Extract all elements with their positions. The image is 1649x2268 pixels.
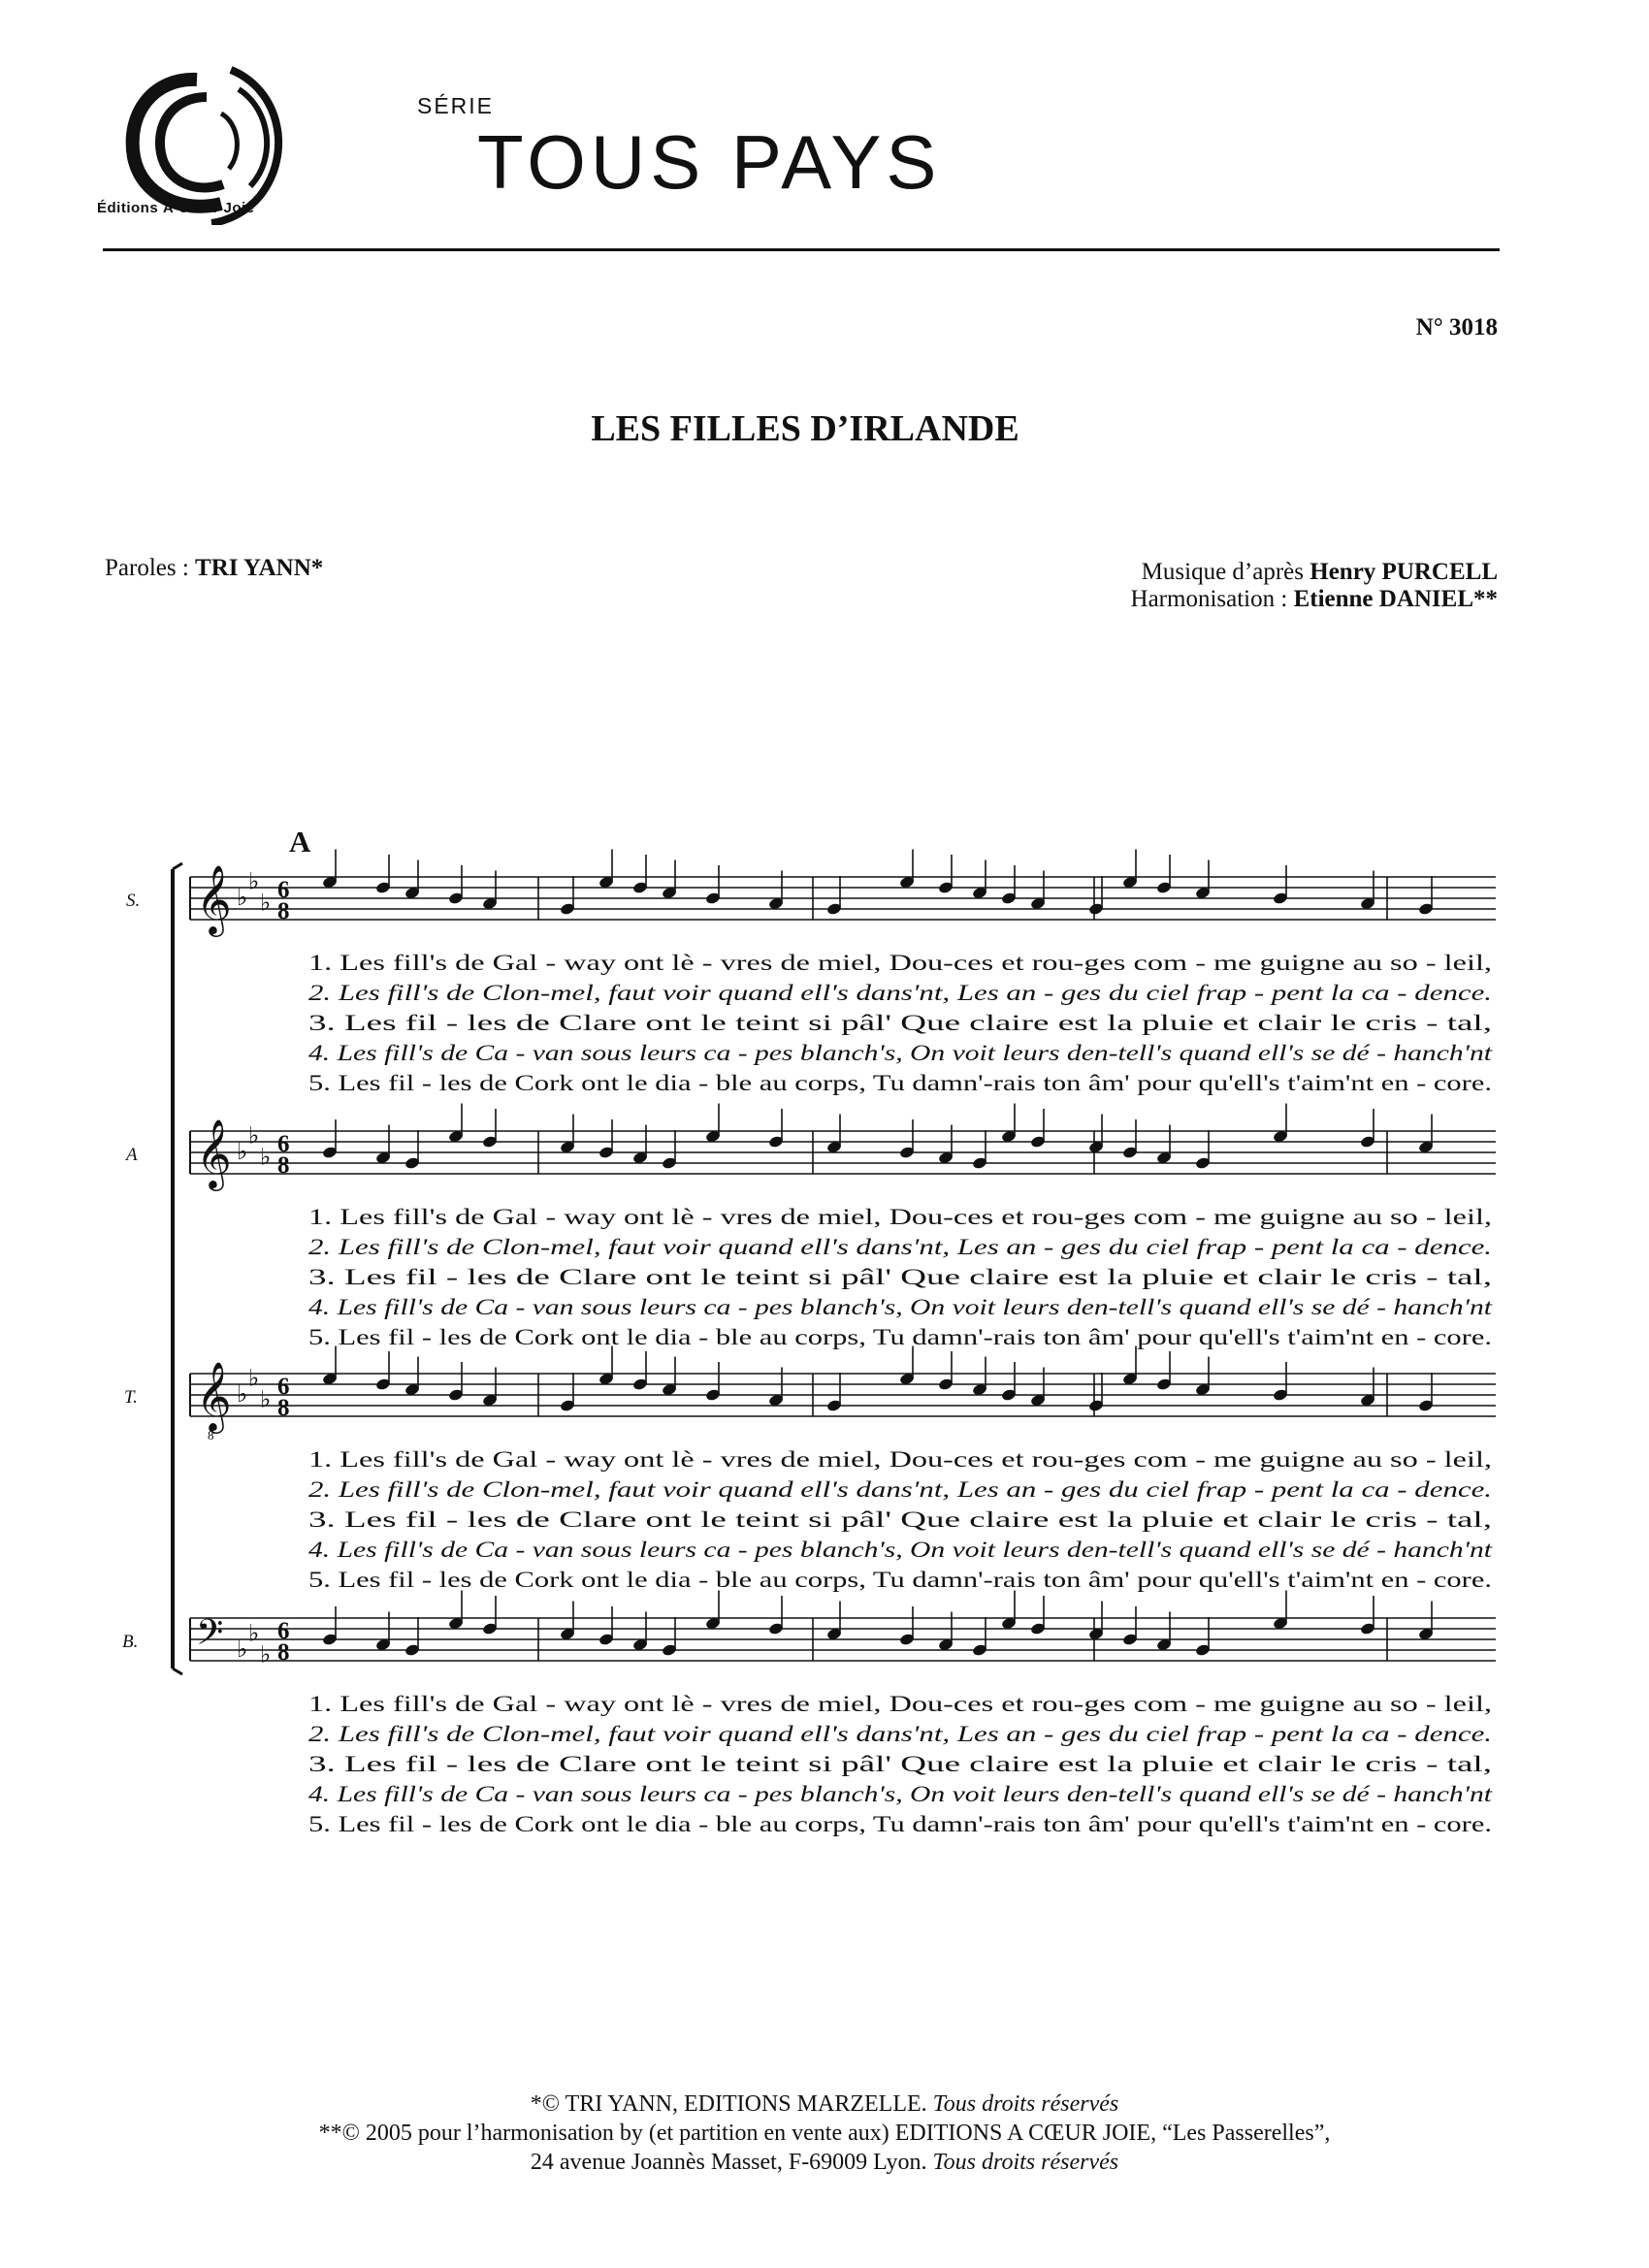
verse-line: 5. Les fil - les de Cork ont le dia - ble au corps, Tu damn'-rais ton âm' pour qu'ell's t'aim'nt en - core. bbox=[308, 1812, 1492, 1836]
verse-line: 3. Les fil - les de Clare ont le teint si pâl' Que claire est la pluie et clair le cris - tal, bbox=[308, 1011, 1492, 1035]
treble-clef-icon: 𝄞 bbox=[196, 1360, 232, 1431]
verse-line: 1. Les fill's de Gal - way ont lè - vres de miel, Dou-ces et rou-ges com - me guigne au so - leil, bbox=[308, 951, 1492, 975]
composer-label: Musique d’après bbox=[1141, 559, 1310, 585]
time-signature-bottom: 8 bbox=[277, 1639, 290, 1666]
series-label: SÉRIE bbox=[417, 93, 495, 118]
voice-label: S. bbox=[126, 891, 141, 911]
arranger-label: Harmonisation : bbox=[1130, 586, 1294, 612]
system-bracket-top bbox=[173, 863, 182, 869]
verse-line: 1. Les fill's de Gal - way ont lè - vres de miel, Dou-ces et rou-ges com - me guigne au so - leil, bbox=[308, 1205, 1492, 1229]
flat-icon: ♭ bbox=[260, 1143, 272, 1171]
voice-label: T. bbox=[124, 1387, 138, 1408]
flat-icon: ♭ bbox=[260, 1640, 272, 1669]
footer-line-2: **© 2005 pour l’harmonisation by (et partition en vente aux) EDITIONS A CŒUR JOIE, “Les Passerelles”, bbox=[318, 2121, 1331, 2146]
lyricist-name: TRI YANN* bbox=[195, 555, 324, 581]
voice-label: A bbox=[126, 1145, 138, 1165]
footer-line-1: *© TRI YANN, EDITIONS MARZELLE. Tous droits réservés bbox=[530, 2091, 1119, 2117]
rehearsal-mark: A bbox=[289, 825, 311, 859]
flat-icon: ♭ bbox=[237, 1380, 248, 1408]
verse-line: 2. Les fill's de Clon-mel, faut voir quand ell's dans'nt, Les an - ges du ciel frap - pent la ca - dence. bbox=[308, 1477, 1492, 1502]
verse-line: 5. Les fil - les de Cork ont le dia - ble au corps, Tu damn'-rais ton âm' pour qu'ell's t'aim'nt en - core. bbox=[308, 1325, 1492, 1349]
treble-clef-icon: 𝄞 bbox=[196, 863, 232, 934]
voice-label: B. bbox=[122, 1632, 139, 1652]
composer-name: Henry PURCELL bbox=[1310, 559, 1498, 585]
flat-icon: ♭ bbox=[248, 1619, 260, 1647]
flat-icon: ♭ bbox=[248, 867, 260, 895]
flat-icon: ♭ bbox=[248, 1364, 260, 1392]
flat-icon: ♭ bbox=[260, 1385, 272, 1413]
piece-title: LES FILLES D’IRLANDE bbox=[591, 408, 1019, 449]
verse-line: 5. Les fil - les de Cork ont le dia - ble au corps, Tu damn'-rais ton âm' pour qu'ell's t'aim'nt en - core. bbox=[308, 1071, 1492, 1095]
time-signature-bottom: 8 bbox=[277, 1152, 290, 1179]
flat-icon: ♭ bbox=[237, 1636, 248, 1663]
time-signature-bottom: 8 bbox=[277, 898, 290, 924]
verse-line: 3. Les fil - les de Clare ont le teint si pâl' Que claire est la pluie et clair le cris - tal, bbox=[308, 1752, 1492, 1776]
verse-line: 2. Les fill's de Clon-mel, faut voir quand ell's dans'nt, Les an - ges du ciel frap - pent la ca - dence. bbox=[308, 1722, 1492, 1746]
flat-icon: ♭ bbox=[237, 1138, 248, 1165]
verse-line: 4. Les fill's de Ca - van sous leurs ca - pes blanch's, On voit leurs den-tell's quand ell's se dé - hanch'nt bbox=[308, 1538, 1493, 1562]
octave-marker: 8 bbox=[208, 1428, 214, 1442]
verse-line: 2. Les fill's de Clon-mel, faut voir quand ell's dans'nt, Les an - ges du ciel frap - pent la ca - dence. bbox=[308, 1235, 1492, 1259]
verse-line: 4. Les fill's de Ca - van sous leurs ca - pes blanch's, On voit leurs den-tell's quand ell's se dé - hanch'nt bbox=[308, 1782, 1493, 1806]
copyright-footer bbox=[0, 2090, 1649, 2177]
time-signature-bottom: 8 bbox=[277, 1395, 290, 1421]
arranger-name: Etienne DANIEL** bbox=[1293, 586, 1498, 612]
time-signature-top: 6 bbox=[277, 877, 290, 903]
publisher-logo-text: Éditions À Cœur Joie bbox=[97, 200, 255, 216]
time-signature-top: 6 bbox=[277, 1131, 290, 1157]
treble-clef-icon: 𝄞 bbox=[196, 1118, 232, 1188]
verse-line: 4. Les fill's de Ca - van sous leurs ca - pes blanch's, On voit leurs den-tell's quand ell's se dé - hanch'nt bbox=[308, 1041, 1493, 1065]
flat-icon: ♭ bbox=[260, 889, 272, 917]
bass-clef-icon: 𝄢 bbox=[196, 1612, 224, 1662]
time-signature-top: 6 bbox=[277, 1374, 290, 1400]
collection-title: TOUS PAYS bbox=[477, 119, 942, 205]
verse-line: 3. Les fil - les de Clare ont le teint si pâl' Que claire est la pluie et clair le cris - tal, bbox=[308, 1265, 1492, 1289]
verse-line: 1. Les fill's de Gal - way ont lè - vres de miel, Dou-ces et rou-ges com - me guigne au so - leil, bbox=[308, 1447, 1492, 1472]
catalog-number: N° 3018 bbox=[1415, 314, 1498, 340]
footer-line-3: 24 avenue Joannès Masset, F-69009 Lyon. Tous droits réservés bbox=[530, 2150, 1119, 2175]
flat-icon: ♭ bbox=[237, 884, 248, 911]
system-bracket-bottom bbox=[173, 1669, 182, 1674]
verse-line: 4. Les fill's de Ca - van sous leurs ca - pes blanch's, On voit leurs den-tell's quand ell's se dé - hanch'nt bbox=[308, 1295, 1493, 1319]
verse-line: 2. Les fill's de Clon-mel, faut voir quand ell's dans'nt, Les an - ges du ciel frap - pent la ca - dence. bbox=[308, 981, 1492, 1005]
time-signature-top: 6 bbox=[277, 1618, 290, 1644]
verse-line: 1. Les fill's de Gal - way ont lè - vres de miel, Dou-ces et rou-ges com - me guigne au so - leil, bbox=[308, 1692, 1492, 1716]
lyricist-label: Paroles : bbox=[105, 555, 196, 581]
flat-icon: ♭ bbox=[248, 1121, 260, 1150]
verse-line: 3. Les fil - les de Clare ont le teint si pâl' Que claire est la pluie et clair le cris - tal, bbox=[308, 1507, 1492, 1532]
verse-line: 5. Les fil - les de Cork ont le dia - ble au corps, Tu damn'-rais ton âm' pour qu'ell's t'aim'nt en - core. bbox=[308, 1568, 1492, 1592]
